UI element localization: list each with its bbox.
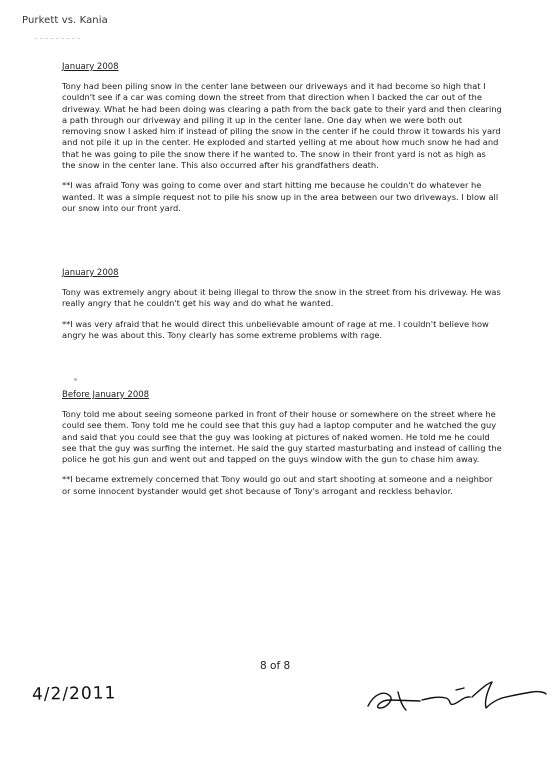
section-paragraph: Tony was extremely angry about it being illegal to throw the snow in the street from his driveway. He was really angry that he couldn't get his way and do what he wanted. xyxy=(62,287,501,309)
page-number: 8 of 8 xyxy=(260,660,291,672)
case-header: Purkett vs. Kania xyxy=(22,15,108,26)
section-title: Before January 2008 xyxy=(62,390,150,400)
scan-smudge xyxy=(35,38,80,42)
handwritten-date: 4/2/2011 xyxy=(31,683,117,705)
section-before-january-2008 xyxy=(62,390,502,506)
section-paragraph: **I was afraid Tony was going to come over and start hitting me because he couldn't do whatever he wanted. It was a simple request not to pile his snow up in the area between our two driveways. I blow all our snow into our front yard. xyxy=(62,180,499,213)
section-paragraph: **I was very afraid that he would direct this unbelievable amount of rage at me. I couldn't believe how angry he was about this. Tony clearly has some extreme problems with rage. xyxy=(62,318,489,340)
section-january-2008-a xyxy=(62,62,502,223)
scan-speck xyxy=(74,378,77,381)
section-title: January 2008 xyxy=(62,62,119,72)
section-title: January 2008 xyxy=(62,268,119,278)
handwritten-signature xyxy=(360,670,550,720)
section-paragraph: **I became extremely concerned that Tony would go out and start shooting at someone and a neighbor or some innocent bystander would get shot because of Tony's arrogant and reckless behavior. xyxy=(62,474,493,496)
section-paragraph: Tony told me about seeing someone parked in front of their house or somewhere on the street where he could see them. Tony told me he could see that this guy had a laptop computer and he watched the guy and said that you could see that the guy was looking at pictures of naked women. He told me he could see that the guy was surfing the internet. He said the guy started masturbating and instead of calling the police he got his gun and went out and tapped on the guys window with the gun to chase him away. xyxy=(62,409,502,465)
section-january-2008-b xyxy=(62,268,502,350)
section-paragraph: Tony had been piling snow in the center lane between our driveways and it had become so high that I couldn't see if a car was coming down the street from that direction when I backed the car out of the driveway. What he had been doing was clearing a path from the back gate to their yard and then clearing a path through our driveway and piling it up in the center lane. One day when we were both out removing snow I asked him if instead of piling the snow in the center if he could throw it towards his yard and not pile it up in the center. He exploded and started yelling at me about how much snow he had and that he was going to pile the snow there if he wanted to. The snow in their front yard is not as high as the snow in the center lane. This also occurred after his grandfathers death. xyxy=(62,81,502,171)
